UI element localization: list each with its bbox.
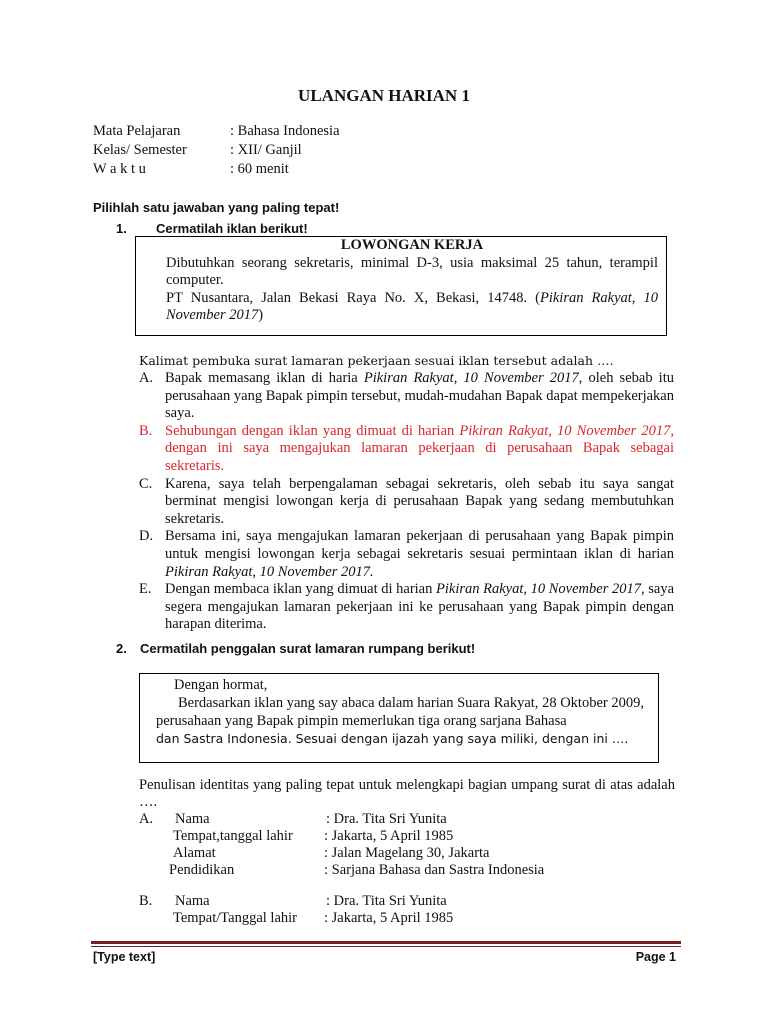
letter-paragraph: Berdasarkan iklan yang say abaca dalam harian Suara Rakyat, 28 Oktober 2009, perusahaan yang Bapak pimpin memerlukan tiga orang sarjana Bahasa xyxy=(156,695,644,729)
question-heading-text: Cermatilah iklan berikut! xyxy=(156,221,308,236)
ad-line-2-source: Pikiran Rakyat, 10 November 2017 xyxy=(166,289,658,323)
letter-greeting: Dengan hormat, xyxy=(174,677,268,693)
identity-row xyxy=(139,862,679,879)
exam-info xyxy=(93,122,340,179)
question-number: 1. xyxy=(116,221,127,236)
question-1-stem: Kalimat pembuka surat lamaran pekerjaan sesuai iklan tersebut adalah …. xyxy=(139,353,614,368)
option-b-text-1: Sehubungan dengan iklan yang dimuat di harian xyxy=(165,422,460,439)
page-title: ULANGAN HARIAN 1 xyxy=(298,86,470,105)
footer-page-number: Page 1 xyxy=(635,950,676,964)
identity-row xyxy=(139,893,679,910)
option-e-source: Pikiran Rakyat, 10 November 2017, xyxy=(436,581,645,598)
info-key: Mata Pelajaran xyxy=(93,123,181,139)
info-value: : 60 menit xyxy=(230,161,289,177)
info-row-time xyxy=(93,160,340,179)
option-text xyxy=(165,423,674,476)
option-d-source: Pikiran Rakyat, 10 November 2017. xyxy=(165,563,374,580)
ad-line-2-close: ) xyxy=(258,307,264,323)
ad-line-2 xyxy=(166,290,658,325)
identity-row xyxy=(139,845,679,862)
footer-left-text: [Type text] xyxy=(93,950,156,964)
identity-key: Tempat/Tanggal lahir xyxy=(173,910,297,926)
option-label: A. xyxy=(139,811,154,827)
identity-value: : Dra. Tita Sri Yunita xyxy=(326,811,447,827)
option-b-source: Pikiran Rakyat, 10 November 2017, xyxy=(459,422,675,439)
info-key: W a k t u xyxy=(93,161,146,177)
identity-key: Alamat xyxy=(173,845,216,861)
option-label: D. xyxy=(139,528,154,545)
footer-rule-thin xyxy=(91,946,681,947)
footer-rule-thick xyxy=(91,941,681,944)
identity-key: Nama xyxy=(175,811,210,827)
option-text xyxy=(165,370,674,423)
option-e-text-2: saya segera mengajukan lamaran pekerjaan ini ke perusahaan yang Bapak pimpin dengan harapan diterima. xyxy=(165,581,675,633)
ad-title: LOWONGAN KERJA xyxy=(340,237,484,253)
option-label: A. xyxy=(139,370,154,386)
info-key: Kelas/ Semester xyxy=(93,142,187,158)
option-e-text-1: Dengan membaca iklan yang dimuat di harian xyxy=(165,581,436,598)
info-value: : Bahasa Indonesia xyxy=(230,123,340,139)
option-a-text-2: , oleh sebab itu perusahaan yang Bapak pimpin tersebut, mudah-mudahan Bapak dapat mempekerjakan saya. xyxy=(165,370,674,422)
question-heading-text: Cermatilah penggalan surat lamaran rumpang berikut! xyxy=(140,641,476,656)
question-1-options xyxy=(139,370,674,634)
identity-row xyxy=(139,910,679,927)
option-label: E. xyxy=(139,581,152,598)
option-label: C. xyxy=(139,475,153,492)
identity-key: Tempat,tanggal lahir xyxy=(173,828,293,844)
option-c xyxy=(139,476,674,529)
info-row-class xyxy=(93,141,340,160)
identity-value: : Jakarta, 5 April 1985 xyxy=(324,828,454,844)
option-text xyxy=(165,581,674,634)
identity-key: Pendidikan xyxy=(169,862,235,878)
question-2-stem: Penulisan identitas yang paling tepat untuk melengkapi bagian umpang surat di atas adalah …. xyxy=(139,777,675,810)
question-1-heading xyxy=(116,221,308,236)
info-value: : XII/ Ganjil xyxy=(230,142,302,158)
option-b-answer xyxy=(139,423,674,476)
identity-row xyxy=(139,828,679,845)
identity-row xyxy=(139,811,679,828)
option-label: B. xyxy=(139,893,153,909)
option-b-identity xyxy=(139,893,679,927)
instruction: Pilihlah satu jawaban yang paling tepat! xyxy=(93,200,340,215)
option-a-source: Pikiran Rakyat, 10 November 2017 xyxy=(363,370,579,386)
info-row-subject xyxy=(93,122,340,141)
identity-value: : Sarjana Bahasa dan Sastra Indonesia xyxy=(324,862,545,878)
letter-paragraph-end: dan Sastra Indonesia. Sesuai dengan ijazah yang saya miliki, dengan ini …. xyxy=(156,731,629,746)
option-d-text-1: Bersama ini, saya mengajukan lamaran pekerjaan di perusahaan yang Bapak pimpin untuk mengisi lowongan kerja sebagai sekretaris sesuai permintaan iklan di harian xyxy=(165,528,674,562)
option-d xyxy=(139,528,674,581)
identity-key: Nama xyxy=(175,893,210,909)
option-text xyxy=(165,528,674,581)
ad-line-1: Dibutuhkan seorang sekretaris, minimal D-3, usia maksimal 25 tahun, terampil computer. xyxy=(166,254,658,288)
option-a xyxy=(139,370,674,423)
option-a-text-1: Bapak memasang iklan di haria xyxy=(165,370,364,386)
option-label: B. xyxy=(139,422,153,439)
option-a-identity xyxy=(139,811,679,879)
identity-value: : Dra. Tita Sri Yunita xyxy=(326,893,447,909)
option-b-text-2: dengan ini saya mengajukan lamaran pekerjaan di perusahaan Bapak sebagai sekretaris. xyxy=(165,440,674,474)
job-ad-box xyxy=(135,236,667,336)
option-e xyxy=(139,581,674,634)
ad-line-2-text: PT Nusantara, Jalan Bekasi Raya No. X, Bekasi, 14748. ( xyxy=(166,289,540,306)
option-c-text: Karena, saya telah berpengalaman sebagai sekretaris, oleh sebab itu saya sangat berminat mengisi lowongan kerja di perusahaan Bapak yang sedang membutuhkan sekretaris. xyxy=(165,475,674,527)
identity-value: : Jakarta, 5 April 1985 xyxy=(324,910,454,926)
question-2-heading xyxy=(116,641,475,656)
question-number: 2. xyxy=(116,641,127,656)
identity-value: : Jalan Magelang 30, Jakarta xyxy=(324,845,490,861)
letter-excerpt-box xyxy=(139,673,659,763)
